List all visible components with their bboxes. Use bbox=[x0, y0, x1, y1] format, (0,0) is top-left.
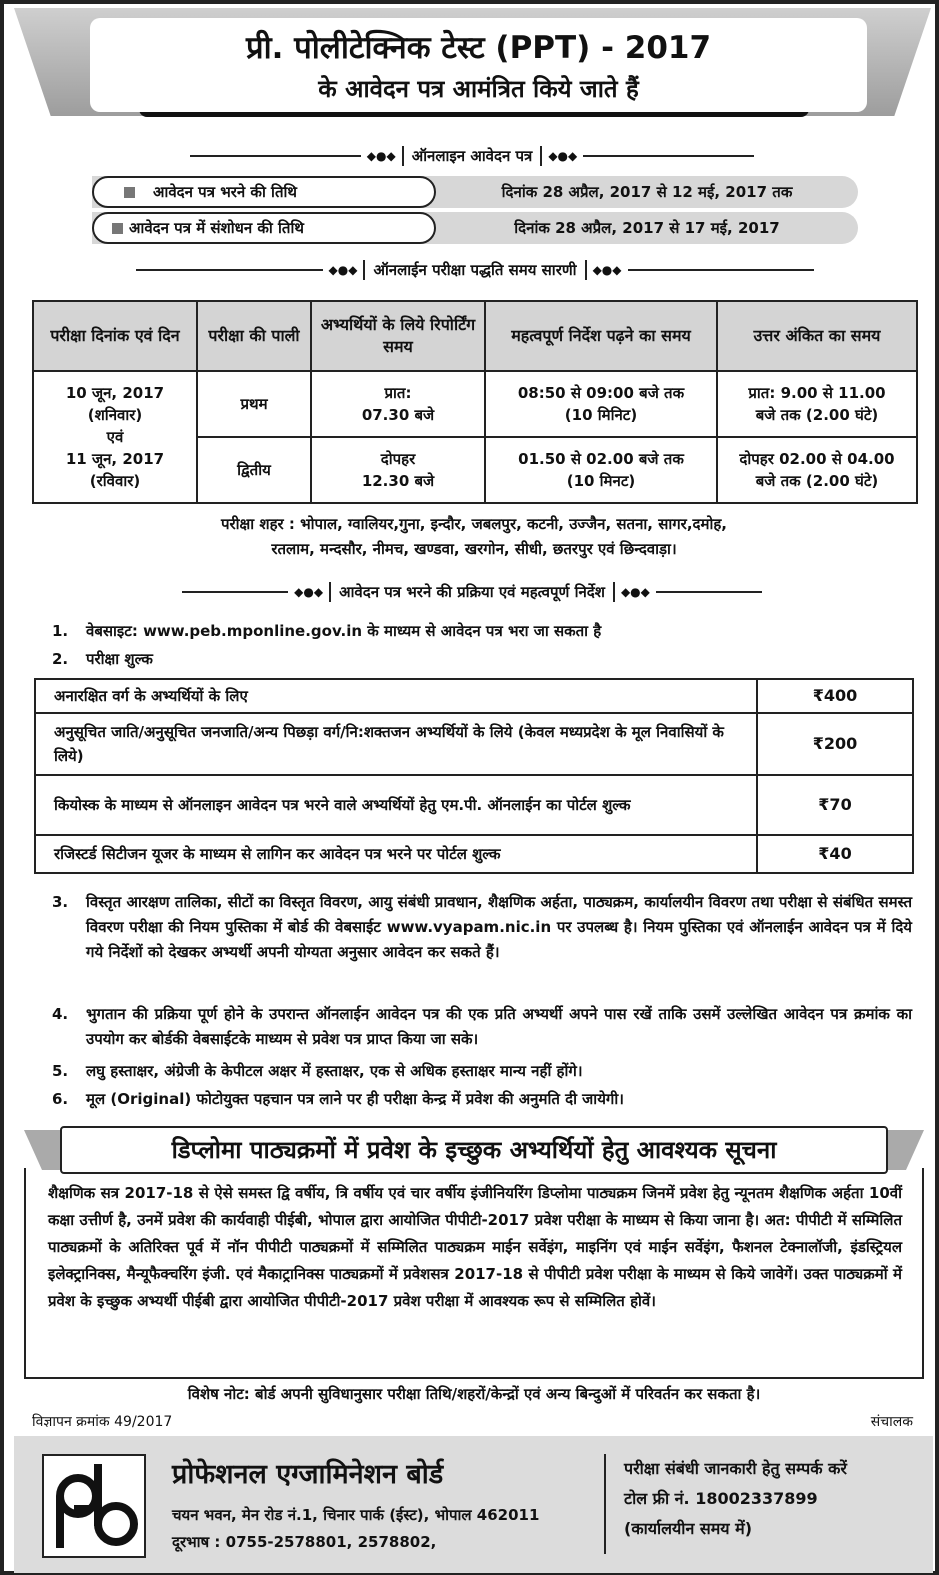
phone-number: दूरभाष : 0755-2578801, 2578802, bbox=[172, 1533, 437, 1551]
schedule-heading-text: ऑनलाईन परीक्षा पद्धति समय सारणी bbox=[363, 260, 586, 280]
diploma-notice bbox=[24, 1126, 924, 1379]
fee-category: रजिस्टर्ड सिटीजन यूजर के माध्यम से लागिन कर आवेदन पत्र भरने पर पोर्टल शुल्क bbox=[35, 835, 757, 873]
list-item: 5. लघु हस्ताक्षर, अंग्रेजी के केपीटल अक्षर में हस्ताक्षर, एक से अधिक हस्ताक्षर मान्य नहीं होंगे। bbox=[52, 1059, 912, 1084]
answer-time-cell: प्रात: 9.00 से 11.00 बजे तक (2.00 घंटे) bbox=[717, 371, 917, 437]
ad-number: विज्ञापन क्रमांक 49/2017 bbox=[32, 1414, 173, 1430]
column-header: उत्तर अंकित का समय bbox=[717, 301, 917, 371]
square-bullet-icon bbox=[124, 187, 135, 198]
point-text: लघु हस्ताक्षर, अंग्रेजी के केपीटल अक्षर में हस्ताक्षर, एक से अधिक हस्ताक्षर मान्य नहीं होंगे। bbox=[86, 1062, 583, 1080]
application-date-value: दिनांक 28 अप्रैल, 2017 से 12 मई, 2017 तक bbox=[501, 183, 793, 201]
list-item: 1. वेबसाइट: www.peb.mponline.gov.in के माध्यम से आवेदन पत्र भरा जा सकता है bbox=[52, 622, 602, 640]
online-application-heading: ◆●◆ ऑनलाइन आवेदन पत्र ◆●◆ bbox=[190, 146, 754, 166]
footer bbox=[14, 1436, 933, 1573]
fee-category: कियोस्क के माध्यम से ऑनलाइन आवेदन पत्र भरने वाले अभ्यर्थियों हेतु एम.पी. ऑनलाईन का पोर्टल शुल्क bbox=[35, 775, 757, 835]
reporting-cell: प्रात: 07.30 बजे bbox=[311, 371, 485, 437]
fee-amount: ₹40 bbox=[757, 835, 913, 873]
process-heading: ◆●◆ आवेदन पत्र भरने की प्रक्रिया एवं महत्वपूर्ण निर्देश ◆●◆ bbox=[182, 582, 762, 602]
list-item: 6. मूल (Original) फोटोयुक्त पहचान पत्र लाने पर ही परीक्षा केन्द्र में प्रवेश की अनुमति दी जायेगी। bbox=[52, 1087, 912, 1112]
square-bullet-icon bbox=[112, 223, 123, 234]
fee-amount: ₹70 bbox=[757, 775, 913, 835]
point-text: भुगतान की प्रक्रिया पूर्ण होने के उपरान्त ऑनलाईन आवेदन पत्र की एक प्रति अभ्यर्थी अपने पास रखें ताकि उसमें उल्लेखित आवेदन पत्र क्रमांक का उपयोग कर बोर्डकी वेबसाईटके माध्यम से प्रवेश पत्र प्राप्त किया जा सके। bbox=[86, 1005, 912, 1048]
online-application-heading-text: ऑनलाइन आवेदन पत्र bbox=[402, 146, 543, 166]
schedule-heading: ◆●◆ ऑनलाईन परीक्षा पद्धति समय सारणी ◆●◆ bbox=[136, 260, 814, 280]
contact-info: परीक्षा संबंधी जानकारी हेतु सम्पर्क करें टोल फ्री नं. 18002337899 (कार्यालयीन समय में) bbox=[624, 1459, 847, 1538]
exam-fee-label: परीक्षा शुल्क bbox=[86, 650, 153, 668]
correction-date-row bbox=[92, 212, 858, 244]
table-row bbox=[35, 835, 913, 873]
special-note: विशेष नोट: बोर्ड अपनी सुविधानुसार परीक्षा तिथि/शहरों/केन्द्रों एवं अन्य बिन्दुओं में परिवर्तन कर सकता है। bbox=[187, 1385, 761, 1403]
column-header: परीक्षा की पाली bbox=[197, 301, 311, 371]
point-text: मूल (Original) फोटोयुक्त पहचान पत्र लाने पर ही परीक्षा केन्द्र में प्रवेश की अनुमति दी जायेगी। bbox=[86, 1090, 624, 1108]
page-subtitle: के आवेदन पत्र आमंत्रित किये जाते हैं bbox=[318, 75, 639, 103]
website-instruction: वेबसाइट: www.peb.mponline.gov.in के माध्यम से आवेदन पत्र भरा जा सकता है bbox=[86, 622, 602, 640]
toll-free-number: टोल फ्री नं. 18002337899 bbox=[624, 1489, 818, 1508]
exam-schedule-table bbox=[32, 300, 918, 504]
column-header: महत्वपूर्ण निर्देश पढ़ने का समय bbox=[485, 301, 717, 371]
fee-amount: ₹400 bbox=[757, 679, 913, 713]
peb-logo-icon bbox=[42, 1454, 146, 1558]
exam-dates-cell: 10 जून, 2017 (शनिवार) एवं 11 जून, 2017 (रविवार) bbox=[33, 371, 197, 503]
process-heading-text: आवेदन पत्र भरने की प्रक्रिया एवं महत्वपूर्ण निर्देश bbox=[329, 582, 615, 602]
list-item: 2. परीक्षा शुल्क bbox=[52, 650, 153, 668]
fee-category: अनुसूचित जाति/अनुसूचित जनजाति/अन्य पिछड़ा वर्ग/नि:शक्तजन अभ्यर्थियों के लिये (केवल मध्यप्रदेश के मूल निवासियों के लिये) bbox=[35, 713, 757, 775]
correction-date-value: दिनांक 28 अप्रैल, 2017 से 17 मई, 2017 bbox=[514, 219, 780, 237]
table-row bbox=[35, 713, 913, 775]
director-signature: संचालक bbox=[870, 1414, 913, 1430]
column-header: परीक्षा दिनांक एवं दिन bbox=[33, 301, 197, 371]
divider bbox=[604, 1454, 606, 1554]
diploma-heading: डिप्लोमा पाठ्यक्रमों में प्रवेश के इच्छुक अभ्यर्थियों हेतु आवश्यक सूचना bbox=[60, 1126, 888, 1174]
organization-name: प्रोफेशनल एग्जामिनेशन बोर्ड bbox=[172, 1459, 444, 1490]
exam-cities: परीक्षा शहर : भोपाल, ग्वालियर,गुना, इन्दौर, जबलपुर, कटनी, उज्जैन, सतना, सागर,दमोह, रतलाम, मन्दसौर, नीमच, खण्डवा, खरगोन, सीधी, छतरपुर एवं छिन्दवाड़ा। bbox=[220, 515, 727, 558]
instructions-cell: 08:50 से 09:00 बजे तक (10 मिनिट) bbox=[485, 371, 717, 437]
diploma-heading-box bbox=[24, 1126, 924, 1174]
table-row bbox=[35, 775, 913, 835]
point-text: विस्तृत आरक्षण तालिका, सीटों का विस्तृत विवरण, आयु संबंधी प्रावधान, शैक्षणिक अर्हता, पाठ्यक्रम, कार्यालयीन विवरण तथा परीक्षा से संबंधित समस्त विवरण परीक्षा की नियम पुस्तिका में बोर्ड की वेबसाईट www.vyapam.nic.in पर उपलब्ध है। नियम पुस्तिका एवं ऑनलाईन आवेदन पत्र में दिये गये निर्देशों को देखकर अभ्यर्थी अपनी योग्यता अनुसार आवेदन कर सकते हैं। bbox=[86, 893, 912, 961]
fee-table bbox=[34, 678, 914, 874]
diploma-body: शैक्षणिक सत्र 2017-18 से ऐसे समस्त द्वि वर्षीय, त्रि वर्षीय एवं चार वर्षीय इंजीनियरिंग डिप्लोमा पाठ्यक्रम जिनमें प्रवेश हेतु न्यूनतम शैक्षणिक अर्हता 10वीं कक्षा उत्तीर्ण है, उनमें प्रवेश की कार्यवाही पीईबी, भोपाल द्वारा आयोजित पीपीटी-2017 प्रवेश परीक्षा के माध्यम से किया जाना है। अत: पीपीटी में सम्मिलित पाठ्यक्रमों के अतिरिक्त पूर्व में नॉन पीपीटी पाठ्यक्रमों में सम्मिलित पाठ्यक्रम माईन सर्वेइंग, माइनिंग एवं माईन सर्वेइंग, फैशनल टेक्नालॉजी, इंडस्ट्रियल इलेक्ट्रानिक्स, मैन्यूफैक्चरिंग इंजी. एवं मैकाट्रानिक्स पाठ्यक्रमों में प्रवेशसत्र 2017-18 से पीपीटी प्रवेश परीक्षा के माध्यम से किये जावेगें। उक्त पाठ्यक्रमों में प्रवेश के इच्छुक अभ्यर्थी पीईबी द्वारा आयोजित पीपीटी-2017 प्रवेश परीक्षा में आवश्यक रूप से सम्मिलित होवें। bbox=[24, 1168, 924, 1379]
column-header: अभ्यर्थियों के लिये रिपोर्टिंग समय bbox=[311, 301, 485, 371]
table-row bbox=[35, 679, 913, 713]
table-row bbox=[33, 371, 917, 437]
header-box bbox=[90, 18, 867, 112]
fee-category: अनारक्षित वर्ग के अभ्यर्थियों के लिए bbox=[35, 679, 757, 713]
correction-date-label: आवेदन पत्र में संशोधन की तिथि bbox=[129, 219, 304, 237]
organization-address: चयन भवन, मेन रोड नं.1, चिनार पार्क (ईस्ट), भोपाल 462011 दूरभाष : 0755-2578801, 2578802, bbox=[172, 1502, 539, 1556]
page-title: प्री. पोलीटेक्निक टेस्ट (PPT) - 2017 bbox=[245, 30, 712, 66]
list-item: 3. विस्तृत आरक्षण तालिका, सीटों का विस्तृत विवरण, आयु संबंधी प्रावधान, शैक्षणिक अर्हता, पाठ्यक्रम, कार्यालयीन विवरण तथा परीक्षा से संबंधित समस्त विवरण परीक्षा की नियम पुस्तिका में बोर्ड की वेबसाईट www.vyapam.nic.in पर उपलब्ध है। नियम पुस्तिका एवं ऑनलाईन आवेदन पत्र में दिये गये निर्देशों को देखकर अभ्यर्थी अपनी योग्यता अनुसार आवेदन कर सकते हैं। bbox=[52, 890, 912, 965]
shift-cell: द्वितीय bbox=[197, 437, 311, 503]
fee-amount: ₹200 bbox=[757, 713, 913, 775]
answer-time-cell: दोपहर 02.00 से 04.00 बजे तक (2.00 घंटे) bbox=[717, 437, 917, 503]
instructions-cell: 01.50 से 02.00 बजे तक (10 मिनट) bbox=[485, 437, 717, 503]
application-date-row bbox=[92, 176, 858, 208]
application-date-label: आवेदन पत्र भरने की तिथि bbox=[153, 183, 297, 201]
reporting-cell: दोपहर 12.30 बजे bbox=[311, 437, 485, 503]
shift-cell: प्रथम bbox=[197, 371, 311, 437]
list-item: 4. भुगतान की प्रक्रिया पूर्ण होने के उपरान्त ऑनलाईन आवेदन पत्र की एक प्रति अभ्यर्थी अपने पास रखें ताकि उसमें उल्लेखित आवेदन पत्र क्रमांक का उपयोग कर बोर्डकी वेबसाईटके माध्यम से प्रवेश पत्र प्राप्त किया जा सके। bbox=[52, 1002, 912, 1052]
